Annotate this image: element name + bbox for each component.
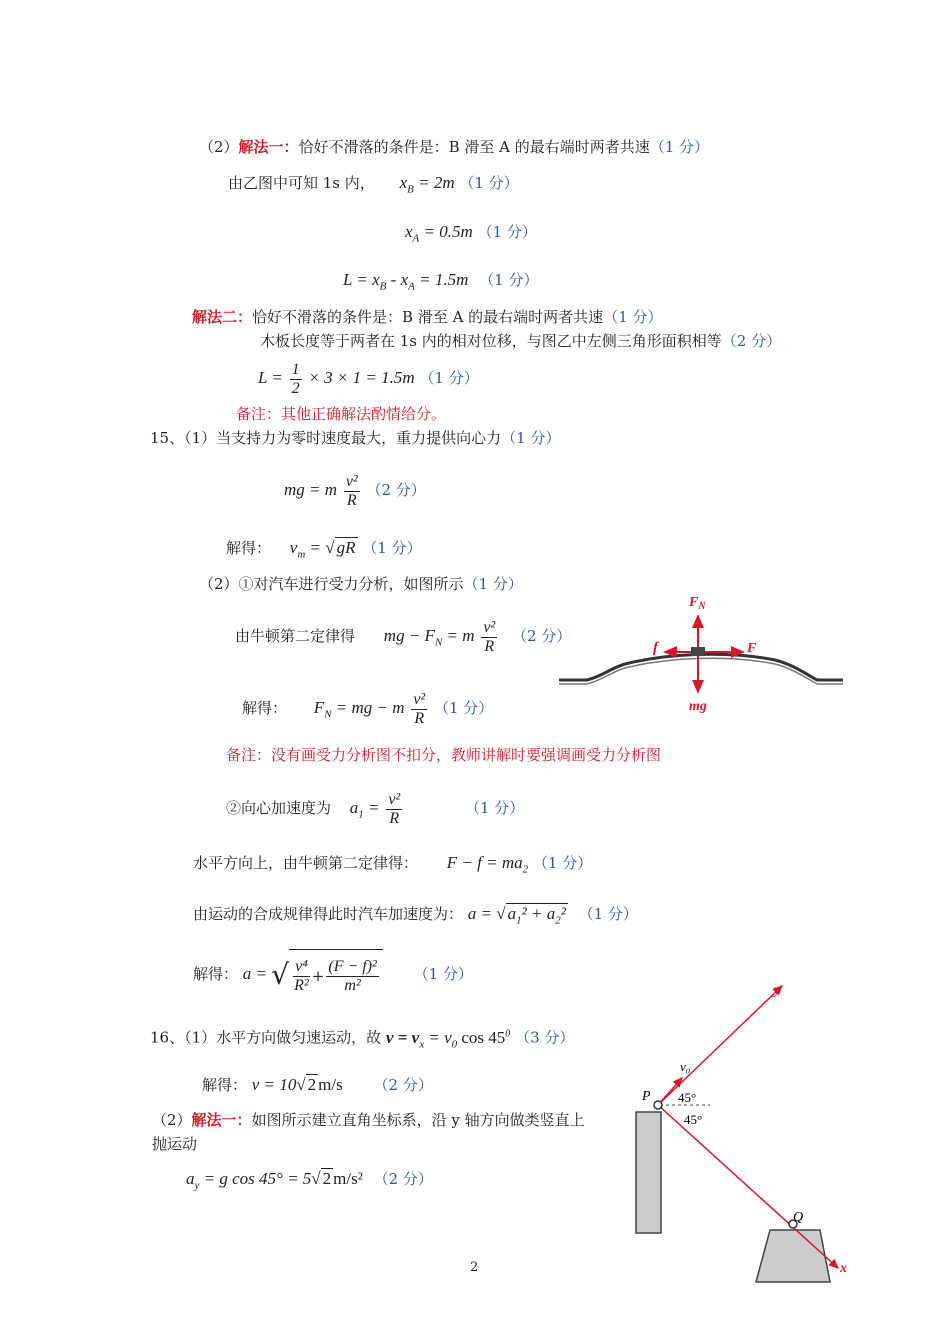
pillar — [636, 1112, 661, 1233]
method2-line2 — [260, 331, 781, 351]
FN-line — [242, 684, 493, 738]
q16-p2 — [152, 1110, 585, 1130]
xA-score: （1 分） — [477, 223, 537, 241]
xB-eq: $x_B = 2m$ — [399, 173, 455, 196]
a-final-line — [193, 948, 473, 1002]
a-final-eq: a = — [242, 964, 272, 983]
a1-eq: $a_1$ = — [349, 798, 380, 821]
method1-text: 恰好不滑落的条件是：B 滑至 A 的最右端时两者共速 — [298, 138, 650, 156]
angle2-label: 45° — [684, 1112, 703, 1127]
q16-v-eq: $v = v_x = v_0$ $\cos 45^0$ — [385, 1027, 511, 1051]
a1-line — [226, 784, 524, 838]
y-label: y — [774, 983, 781, 998]
a-final-score: （1 分） — [413, 965, 473, 983]
FN-score: （1 分） — [434, 699, 494, 717]
L2-rest: × 3 × 1 = 1.5m — [308, 368, 415, 387]
xA-eq: $x_A = 0.5m$ — [405, 222, 473, 245]
L2-line — [258, 358, 479, 398]
v2-over-R-2: $\frac{\text{v²}}{R}$ — [413, 690, 426, 727]
newton-score: （2 分） — [512, 627, 572, 645]
vm-eq: $v_m$ = √ gR — [289, 538, 356, 561]
F-label: F — [747, 641, 757, 656]
v2-over-R-3: $\frac{\text{v²}}{R}$ — [388, 790, 401, 827]
q16-solve: 解得： — [202, 1076, 248, 1094]
half-fraction: $\frac{1}{2}$ — [291, 360, 300, 397]
a-score: （1 分） — [578, 905, 638, 923]
trapezoid-block — [756, 1230, 830, 1282]
sqrt-sign: √ — [271, 958, 290, 991]
s2-method1-line — [199, 137, 709, 157]
mg-eq: mg = m — [284, 480, 338, 499]
a-eq: a = √ $a_1^2 + a_2^2$ — [467, 904, 566, 927]
q15-p2-score: （1 分） — [463, 575, 523, 593]
method1-score: （1 分） — [649, 138, 710, 156]
Q-label: Q — [793, 1210, 804, 1225]
point-P — [654, 1101, 662, 1109]
y-axis — [658, 986, 782, 1105]
q15-p1 — [150, 428, 560, 448]
horiz-text: 水平方向上，由牛顿第二定律得： — [193, 854, 419, 872]
Ff2-over-m2: $\frac{\text{(F − f)²}}{\text{m²}}$ — [328, 958, 377, 994]
xB-line — [228, 173, 519, 199]
q15-p2 — [199, 574, 523, 594]
f-label: f — [653, 640, 658, 656]
mg-score: （2 分） — [366, 481, 426, 499]
car-force-diagram — [555, 592, 845, 717]
mg-eq-line — [284, 466, 426, 514]
q15-p2-text: （2）①对汽车进行受力分析，如图所示 — [199, 575, 464, 593]
Ff-eq: $F - f = ma_2$ — [446, 853, 529, 876]
compose-text: 由运动的合成规律得此时汽车加速度为： — [193, 905, 464, 923]
method2-score: （1 分） — [603, 308, 663, 326]
newton-text: 由牛顿第二定律得 — [235, 627, 356, 645]
ay-eq: $a_y = g$ cos 45° = 5√ 2 m/s² — [186, 1169, 363, 1192]
q16-score3: （3 分） — [515, 1028, 575, 1047]
method2-line — [192, 307, 663, 327]
horiz-line — [193, 853, 592, 879]
note2: 备注：没有画受力分析图不扣分，教师讲解时要强调画受力分析图 — [226, 746, 662, 764]
L-score: （1 分） — [479, 271, 539, 289]
xB-score: （1 分） — [459, 174, 519, 192]
ay-line — [186, 1169, 433, 1195]
q16-p2-label: （2） — [152, 1111, 192, 1129]
q15-p1-score: （1 分） — [501, 429, 561, 447]
car-body — [691, 647, 705, 656]
q16-v-score: （2 分） — [373, 1076, 433, 1094]
angle1-label: 45° — [678, 1090, 697, 1105]
q15-p1-text: （1）当支持力为零时速度最大，重力提供向心力 — [184, 429, 502, 447]
page-number: 2 — [470, 1260, 479, 1275]
newton-eq: mg − $F_N = m$ — [383, 626, 475, 649]
q16-p2-cont: 抛运动 — [152, 1135, 198, 1153]
q16-p2-text: 如图所示建立直角坐标系，沿 y 轴方向做类竖直上 — [251, 1111, 585, 1129]
method2-text2: 木板长度等于两者在 1s 内的相对位移，与图乙中左侧三角形面积相等 — [260, 332, 722, 350]
FN-eq: $F_N$ = mg − m — [313, 698, 405, 721]
q16-v-line — [202, 1075, 433, 1095]
v0-label: v₀ — [680, 1059, 691, 1074]
vm2-over-R: $\frac{\text{v²}}{R}$ — [345, 472, 358, 509]
L2-score: （1 分） — [419, 369, 479, 387]
q15-num: 15、 — [150, 429, 185, 447]
a-final-radicand: $\frac{\text{v⁴}}{\text{R²}}$ + $\frac{\text{(F − f)²}}{\text{m²}}$ — [289, 949, 383, 1002]
q16-method1: 解法一： — [191, 1111, 252, 1129]
ay-score: （2 分） — [373, 1170, 433, 1188]
Ff-score: （1 分） — [532, 854, 593, 872]
method2-text: 恰好不滑落的条件是：B 滑至 A 的最右端时两者共速 — [252, 308, 604, 326]
vm-solve: 解得： — [226, 539, 272, 557]
projectile-diagram — [630, 978, 850, 1288]
L2-prefix: L = — [258, 368, 283, 387]
xA-line — [405, 222, 537, 248]
method1-title: 解法一： — [238, 138, 299, 156]
L-line — [343, 270, 538, 296]
fig-text: 由乙图中可知 1s 内， — [228, 174, 375, 192]
L-eq: $L = x_B - x_A = 1.5m$ — [343, 270, 469, 293]
a1-score: （1 分） — [465, 799, 525, 817]
q16-p1-text: （1）水平方向做匀速运动，故 — [184, 1028, 382, 1047]
note: 备注：其他正确解法酌情给分。 — [236, 405, 447, 423]
q16-num: 16、 — [150, 1028, 185, 1047]
v2-over-R-1: $\frac{\text{v²}}{R}$ — [483, 618, 496, 655]
q16-v-val: v = 10√ 2 m/s — [251, 1075, 343, 1094]
v4-over-R2: $\frac{\text{v⁴}}{\text{R²}}$ — [294, 958, 309, 994]
newton-line — [235, 612, 571, 666]
method2-title: 解法二： — [192, 308, 253, 326]
FN-label: $F_N$ — [689, 595, 706, 612]
FN-solve: 解得： — [242, 699, 288, 717]
P-label: P — [642, 1089, 651, 1104]
x-axis — [658, 1105, 838, 1268]
q16-p1 — [150, 1024, 574, 1054]
method2-score2: （2 分） — [721, 332, 782, 350]
vm-line — [226, 538, 422, 564]
mg-label: mg — [689, 699, 707, 714]
centripetal-text: ②向心加速度为 — [226, 799, 332, 817]
s2-label: （2） — [199, 138, 239, 156]
x-label: x — [840, 1261, 847, 1276]
vm-score: （1 分） — [362, 539, 422, 557]
compose-line — [193, 904, 638, 930]
a-final-solve: 解得： — [193, 965, 239, 983]
